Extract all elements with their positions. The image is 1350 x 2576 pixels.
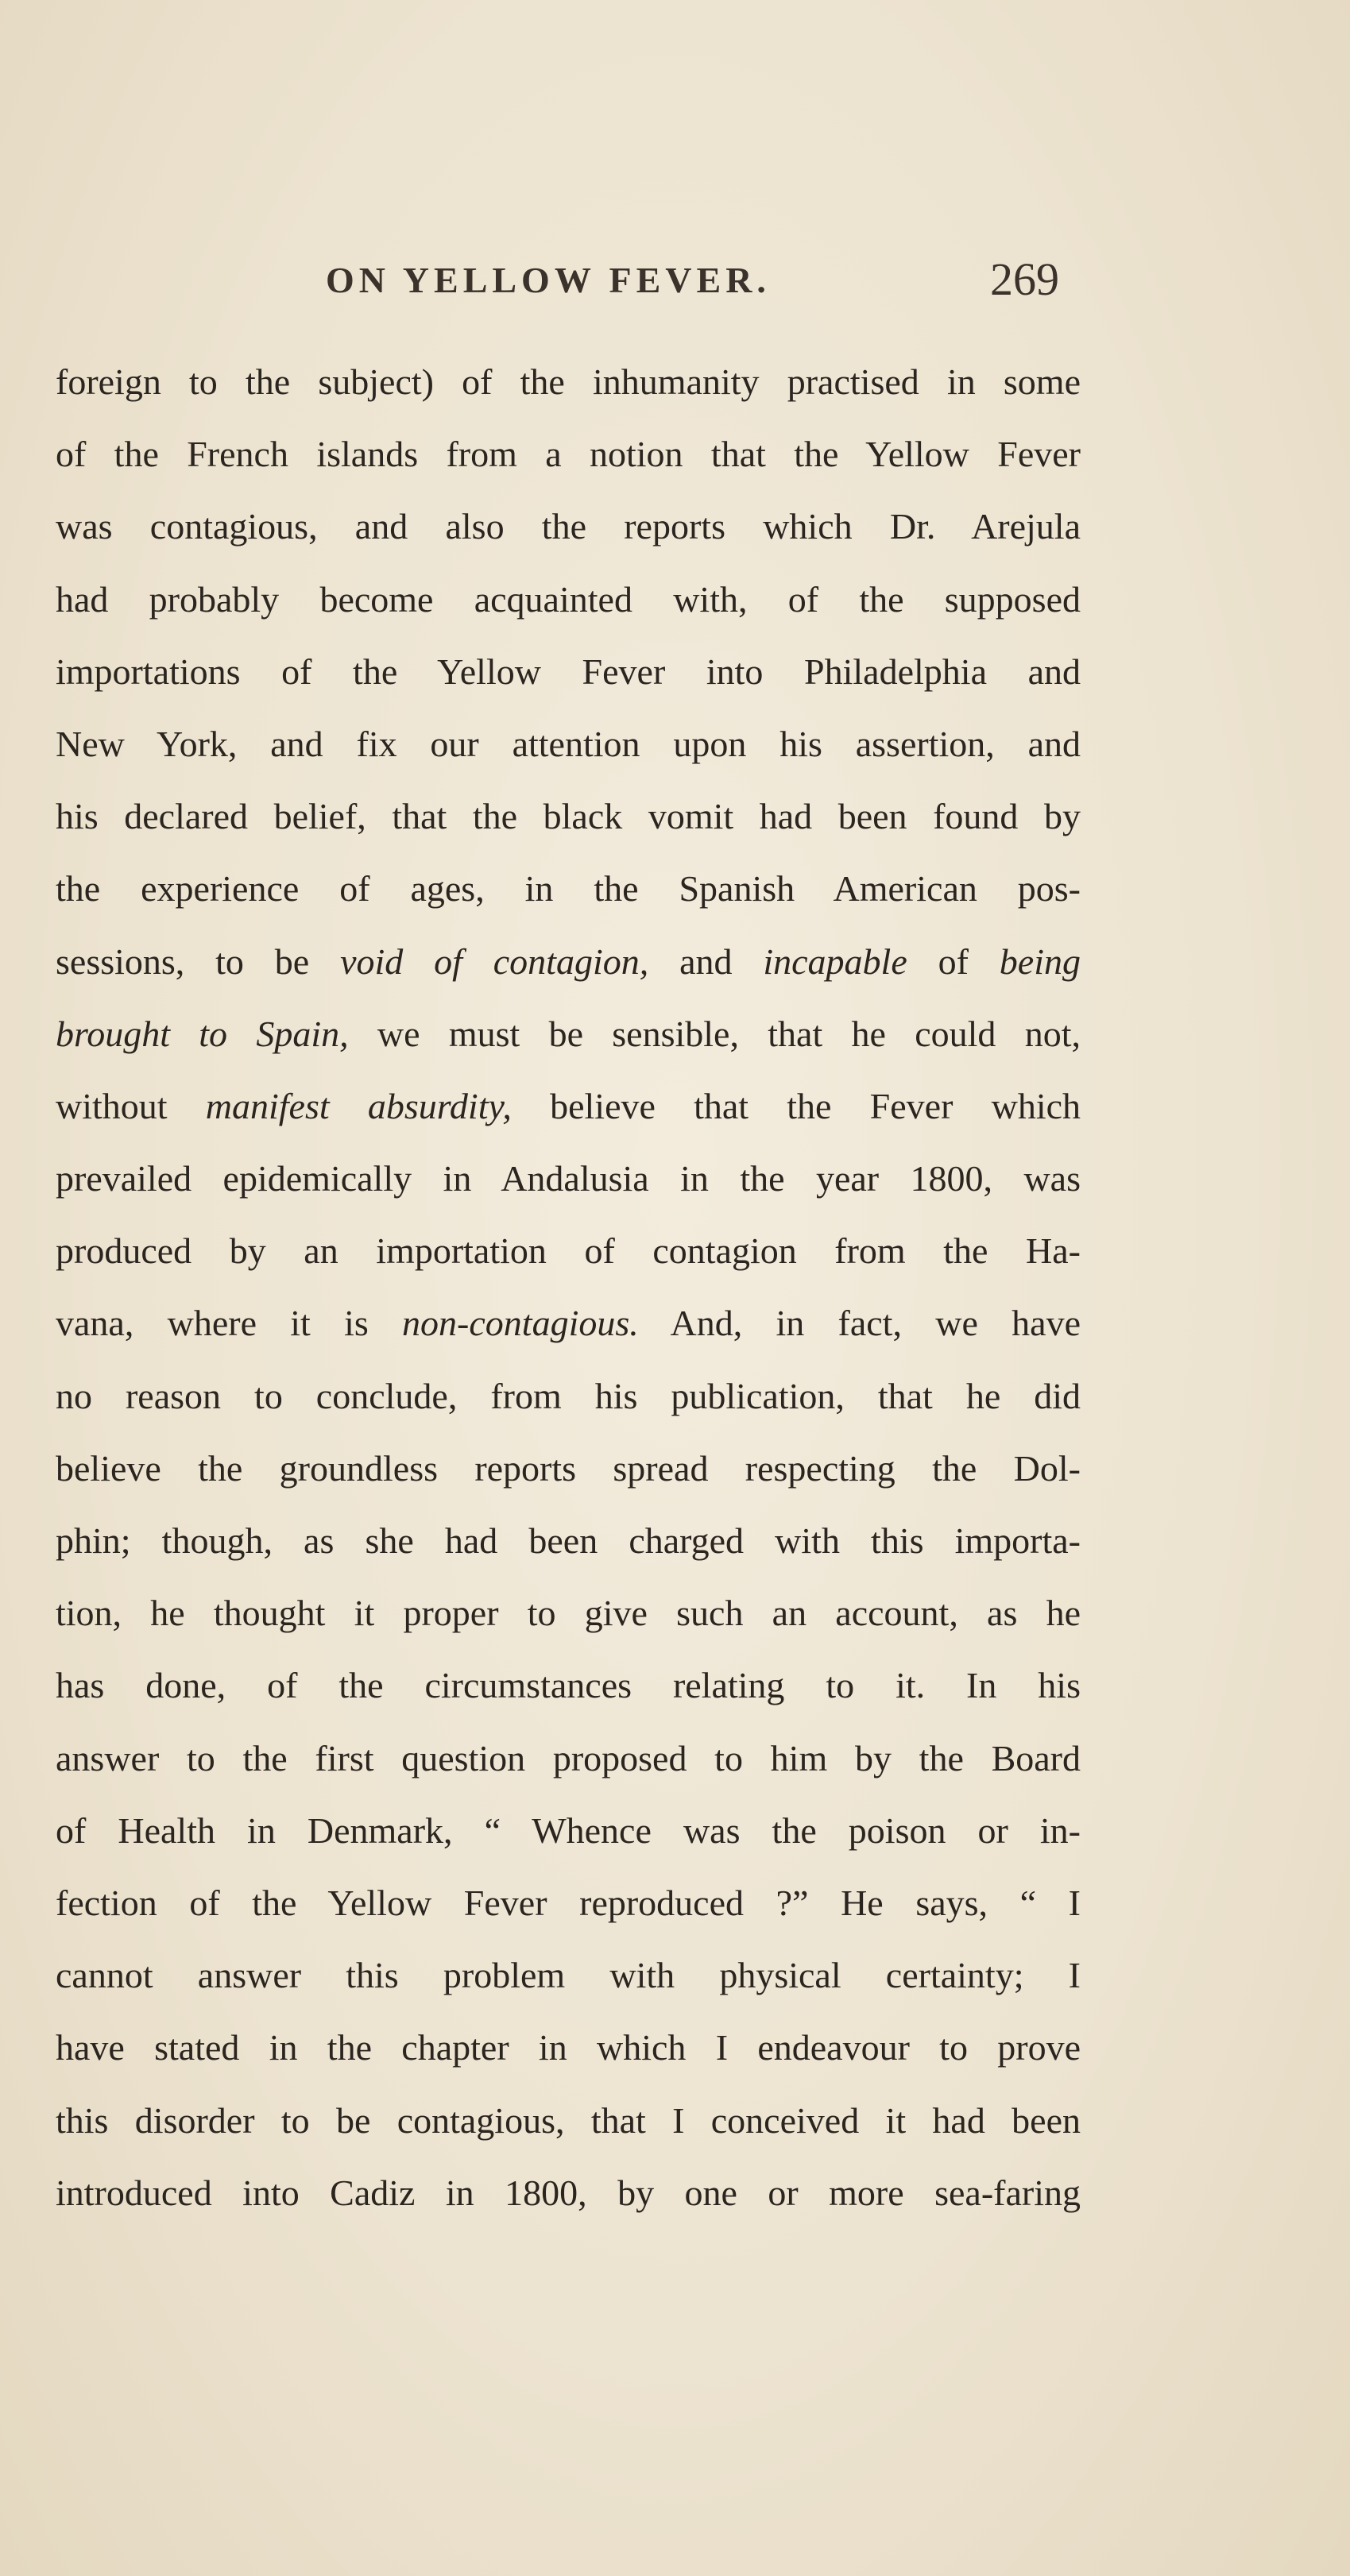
text-run: and [648, 940, 764, 982]
text-run: fection of the Yellow Fever reproduced ?” He says, “ I [56, 1882, 1081, 1923]
text-line [56, 1649, 1081, 1721]
text-run: was contagious, and also the reports which Dr. Arejula [56, 506, 1081, 547]
text-line [56, 1142, 1081, 1215]
text-run: introduced into Cadiz in 1800, by one or more sea-faring [56, 2172, 1081, 2213]
text-line [56, 998, 1081, 1070]
text-run: has done, of the circumstances relating to it. In his [56, 1665, 1081, 1706]
text-line [56, 1722, 1081, 1794]
text-run: his declared belief, that the black vomit had been found by [56, 796, 1081, 837]
text-run: sessions, to be [56, 940, 341, 982]
text-line [56, 490, 1081, 562]
text-run: foreign to the subject) of the inhumanity practised in some [56, 361, 1081, 402]
italic-phrase: non-contagious. [402, 1303, 639, 1344]
text-run: of [907, 940, 1000, 982]
text-line [56, 346, 1081, 418]
text-run: the experience of ages, in the Spanish American pos- [56, 868, 1081, 910]
italic-phrase: brought to Spain, [56, 1013, 349, 1054]
text-line [56, 2084, 1081, 2157]
text-run: New York, and fix our attention upon his assertion, and [56, 723, 1081, 764]
text-run: believe that the Fever which [511, 1085, 1081, 1126]
text-run: importations of the Yellow Fever into Philadelphia and [56, 651, 1081, 692]
text-line [56, 852, 1081, 925]
text-run: without [56, 1085, 206, 1126]
text-line [56, 2157, 1081, 2229]
text-run: of the French islands from a notion that the Yellow Fever [56, 434, 1081, 475]
text-run: have stated in the chapter in which I endeavour to prove [56, 2027, 1081, 2068]
text-line [56, 780, 1081, 852]
italic-phrase: being [999, 940, 1081, 982]
text-line [56, 418, 1081, 490]
text-run: answer to the first question proposed to him by the Board [56, 1737, 1081, 1778]
text-run: this disorder to be contagious, that I conceived it had been [56, 2099, 1081, 2141]
text-run: prevailed epidemically in Andalusia in the year 1800, was [56, 1158, 1081, 1199]
italic-phrase: manifest absurdity, [205, 1085, 512, 1126]
text-run: we must be sensible, that he could not, [348, 1013, 1081, 1054]
text-line [56, 635, 1081, 708]
text-line [56, 2011, 1081, 2084]
text-run: produced by an importation of contagion from the Ha- [56, 1230, 1081, 1272]
text-line [56, 1432, 1081, 1504]
text-run: phin; though, as she had been charged with this importa- [56, 1520, 1081, 1561]
running-head [0, 253, 1350, 316]
text-line [56, 563, 1081, 635]
text-run: tion, he thought it proper to give such an account, as he [56, 1593, 1081, 1634]
text-line [56, 1504, 1081, 1577]
page-number: 269 [990, 253, 1059, 305]
text-line [56, 1215, 1081, 1287]
text-line [56, 1360, 1081, 1432]
text-run: no reason to conclude, from his publication, that he did [56, 1375, 1081, 1416]
text-line [56, 1867, 1081, 1939]
text-line [56, 1939, 1081, 2011]
text-run: had probably become acquainted with, of the supposed [56, 578, 1081, 620]
text-line [56, 1070, 1081, 1142]
text-line [56, 1287, 1081, 1359]
text-line [56, 1577, 1081, 1649]
text-run: believe the groundless reports spread respecting the Dol- [56, 1447, 1081, 1489]
running-title: ON YELLOW FEVER. [326, 260, 771, 300]
text-line [56, 708, 1081, 780]
text-run: vana, where it is [56, 1303, 403, 1344]
text-line [56, 925, 1081, 998]
text-run: And, in fact, we have [638, 1303, 1081, 1344]
text-run: cannot answer this problem with physical certainty; I [56, 1955, 1081, 1996]
italic-phrase: void of contagion, [340, 940, 649, 982]
body-text [56, 346, 1081, 2229]
text-run: of Health in Denmark, “ Whence was the poison or in- [56, 1809, 1081, 1851]
text-line [56, 1794, 1081, 1867]
italic-phrase: incapable [763, 940, 907, 982]
